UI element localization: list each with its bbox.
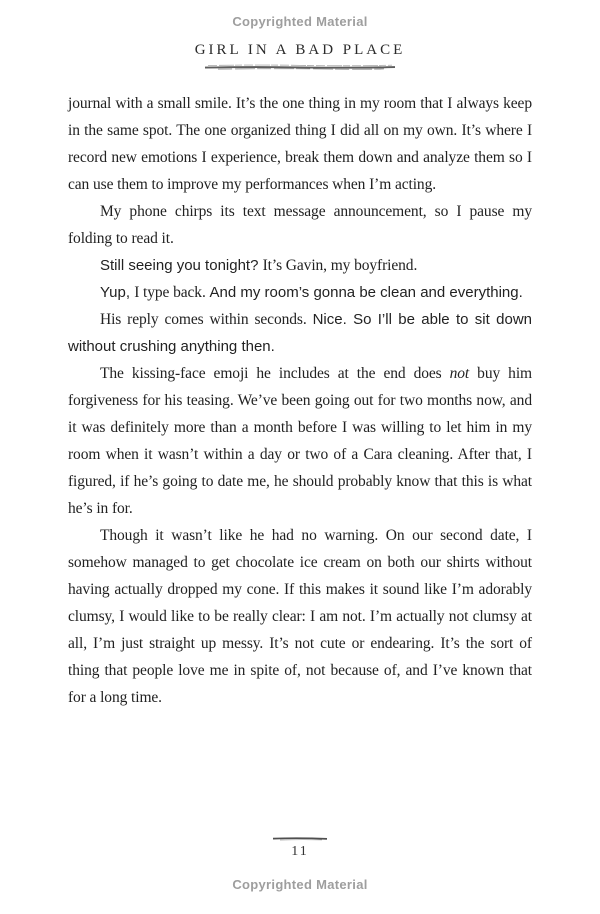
narration-text: journal with a small smile. It’s the one thing in my room that I always keep in the same spot. The one organized thing I did all on my own. It’s where I record new emotions I experience, break them down and analyze them so I can use them to improve my performances when I’m acting. (68, 95, 532, 193)
page-body (68, 90, 532, 711)
paragraph (68, 360, 532, 522)
footer-divider (272, 836, 328, 841)
narration-text: It’s Gavin, my boyfriend. (262, 257, 418, 274)
emphasis-text: not (449, 365, 470, 382)
narration-text: buy him forgiveness for his teasing. We’ve been going out for two months now, and it was definitely more than a month before I was willing to let him in my room when it wasn’t within a day or two of a Cara cleaning. After that, I figured, if he’s going to date me, he should probably know that this is what he’s in for. (68, 365, 532, 517)
narration-text: Though it wasn’t like he had no warning. On our second date, I somehow managed to get chocolate ice cream on both our shirts without having actually dropped my cone. If this makes it sound like I’m adorably clumsy, I would like to be really clear: I am not. I’m actually not clumsy at all, I’m just straight up messy. It’s not cute or endearing. It’s the sort of thing that people love me in spite of, not because of, and I’ve known that for a long time. (68, 527, 532, 706)
sms-text: Nice. So I’ll be able to sit down without crushing anything then. (68, 311, 533, 355)
page-number: 11 (291, 844, 309, 859)
copyright-notice-bottom: Copyrighted Material (232, 877, 368, 892)
narration-text: My phone chirps its text message announcement, so I pause my folding to read it. (68, 203, 532, 247)
paragraph (68, 522, 532, 711)
paragraph (68, 252, 532, 279)
title-divider (204, 63, 396, 71)
paragraph (68, 198, 532, 252)
narration-text: The kissing-face emoji he includes at the end does (100, 365, 450, 382)
book-title-header: GIRL IN A BAD PLACE (194, 42, 406, 58)
narration-text: His reply comes within seconds. (100, 311, 313, 328)
paragraph (68, 279, 532, 306)
sms-text: Still seeing you tonight? (100, 257, 263, 274)
sms-text: And my room’s gonna be clean and everything. (209, 284, 523, 301)
sms-text: Yup, (100, 284, 135, 301)
copyright-notice-top: Copyrighted Material (232, 14, 368, 29)
paragraph (68, 90, 532, 198)
narration-text: I type back. (134, 284, 210, 301)
paragraph (68, 306, 532, 360)
